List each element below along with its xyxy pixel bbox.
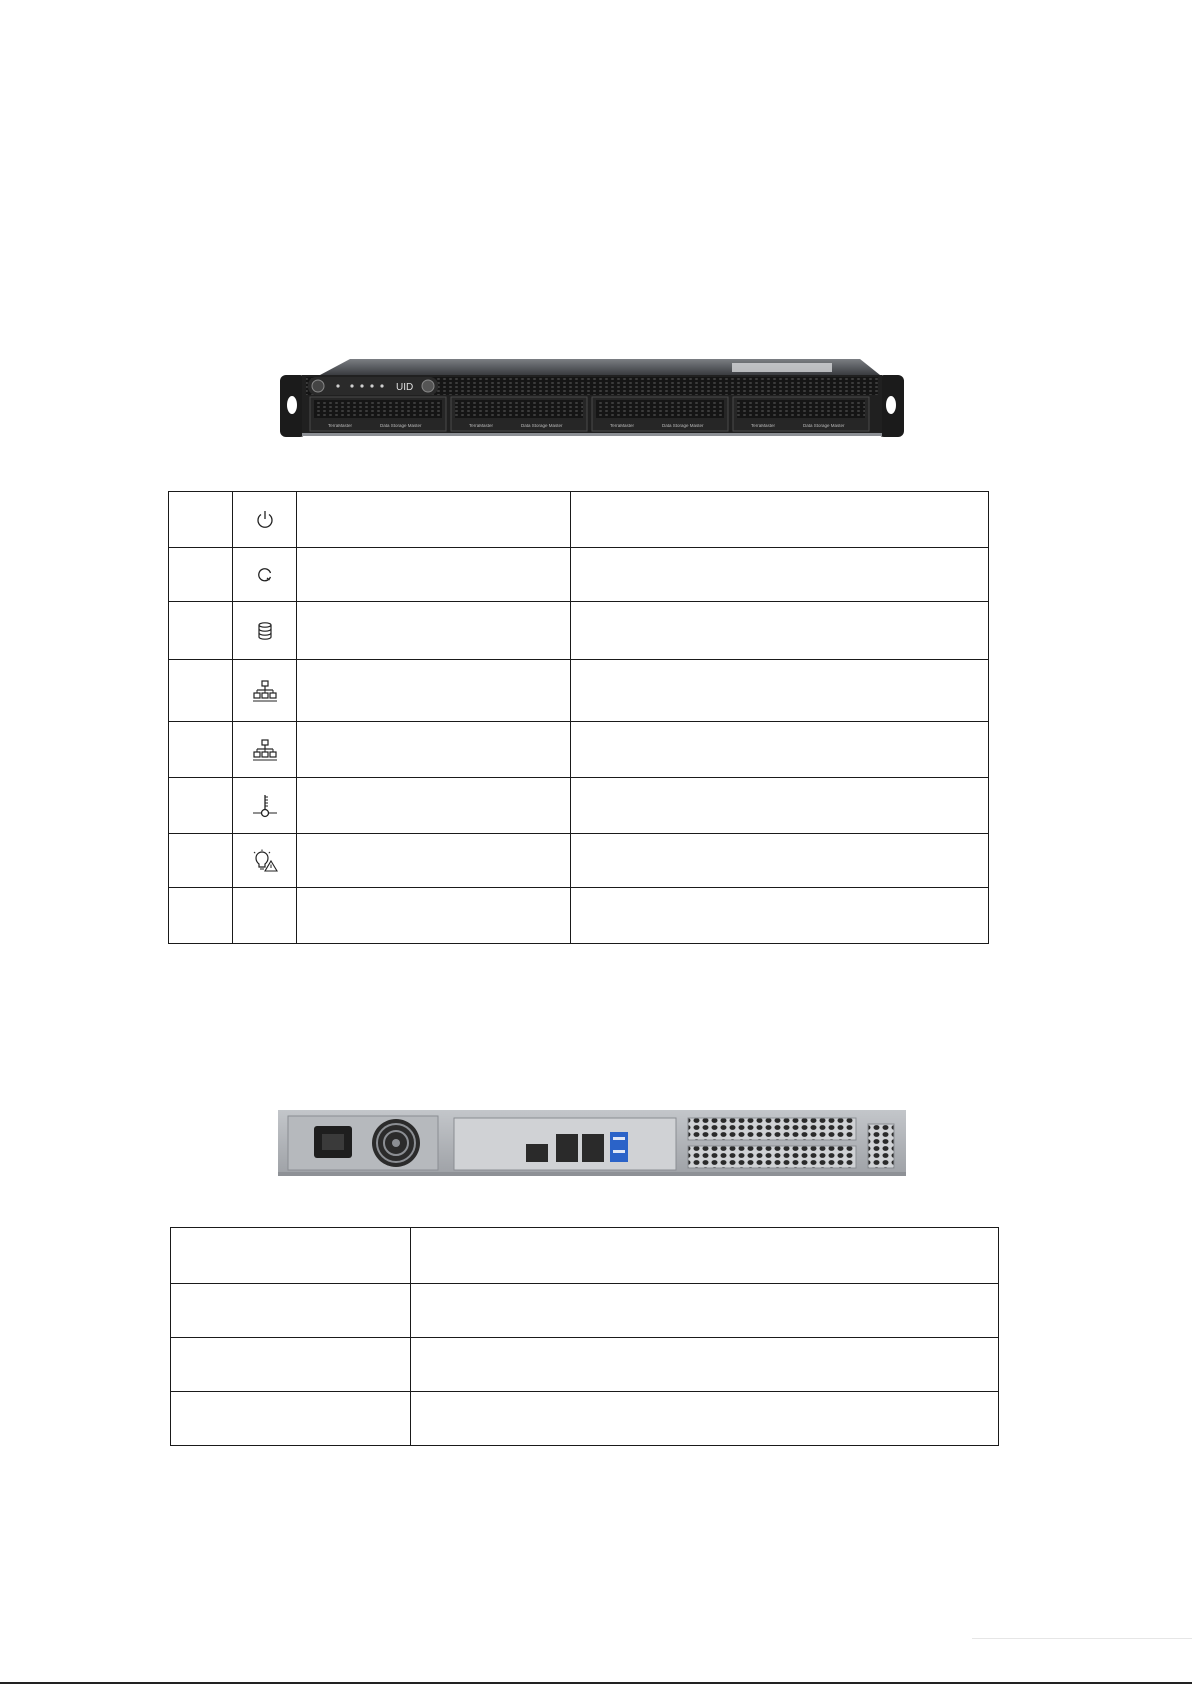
ethernet-port-1 [526,1144,548,1162]
indicator-description [571,492,989,548]
port-name [171,1392,411,1446]
bay-brand-label: TerraMaster [328,423,353,428]
indicator-icon [233,722,297,778]
port-description [411,1284,999,1338]
rear-panel-port-table [170,1227,999,1446]
bay-sub-label: Data Storage Master [380,423,422,428]
indicator-row [169,660,989,722]
indicator-number [169,722,233,778]
port-name [171,1338,411,1392]
indicator-number [169,492,233,548]
indicator-row [169,834,989,888]
indicator-icon [233,660,297,722]
front-panel-image [280,357,904,439]
indicator-name [297,602,571,660]
port-description [411,1228,999,1284]
indicator-row [169,888,989,944]
usb-ports [610,1132,628,1162]
indicator-name [297,834,571,888]
port-description [411,1392,999,1446]
indicator-description [571,602,989,660]
indicator-icon [233,548,297,602]
indicator-number [169,778,233,834]
network-icon [233,738,296,762]
disk-icon [233,620,296,642]
port-row [171,1338,999,1392]
indicator-number [169,660,233,722]
indicator-name [297,722,571,778]
port-row [171,1284,999,1338]
indicator-number [169,548,233,602]
bay-brand-label: TerraMaster [751,423,776,428]
indicator-description [571,834,989,888]
indicator-description [571,722,989,778]
bay-brand-label: TerraMaster [610,423,635,428]
indicator-icon [233,888,297,944]
front-panel-indicator-table [168,491,989,944]
port-description [411,1338,999,1392]
port-name [171,1228,411,1284]
indicator-name [297,492,571,548]
drive-bay [733,397,869,431]
indicator-row [169,722,989,778]
indicator-icon [233,602,297,660]
indicator-icon [233,834,297,888]
port-row [171,1392,999,1446]
indicator-number [169,888,233,944]
port-name [171,1284,411,1338]
bay-sub-label: Data Storage Master [521,423,563,428]
indicator-name [297,660,571,722]
indicator-row [169,492,989,548]
indicator-name [297,548,571,602]
drive-bay [310,397,446,431]
drive-bay [592,397,728,431]
temperature-icon [233,793,296,819]
indicator-row [169,778,989,834]
indicator-number [169,602,233,660]
indicator-row [169,548,989,602]
bay-sub-label: Data Storage Master [803,423,845,428]
indicator-row [169,602,989,660]
drive-bay [451,397,587,431]
ethernet-port-3 [582,1134,604,1162]
ethernet-port-2 [556,1134,578,1162]
network-icon [233,679,296,703]
indicator-description [571,660,989,722]
indicator-name [297,778,571,834]
bay-sub-label: Data Storage Master [662,423,704,428]
rear-panel-image [278,1110,906,1176]
power-icon [233,509,296,531]
indicator-number [169,834,233,888]
bay-brand-label: TerraMaster [469,423,494,428]
page-bottom-line [0,1682,1192,1684]
indicator-name [297,888,571,944]
port-row [171,1228,999,1284]
footer-rule [972,1638,1192,1639]
fault-light-icon [233,849,296,873]
indicator-icon [233,492,297,548]
indicator-description [571,778,989,834]
uid-label: UID [396,382,414,393]
reset-icon [233,564,296,586]
indicator-icon [233,778,297,834]
indicator-description [571,888,989,944]
indicator-description [571,548,989,602]
